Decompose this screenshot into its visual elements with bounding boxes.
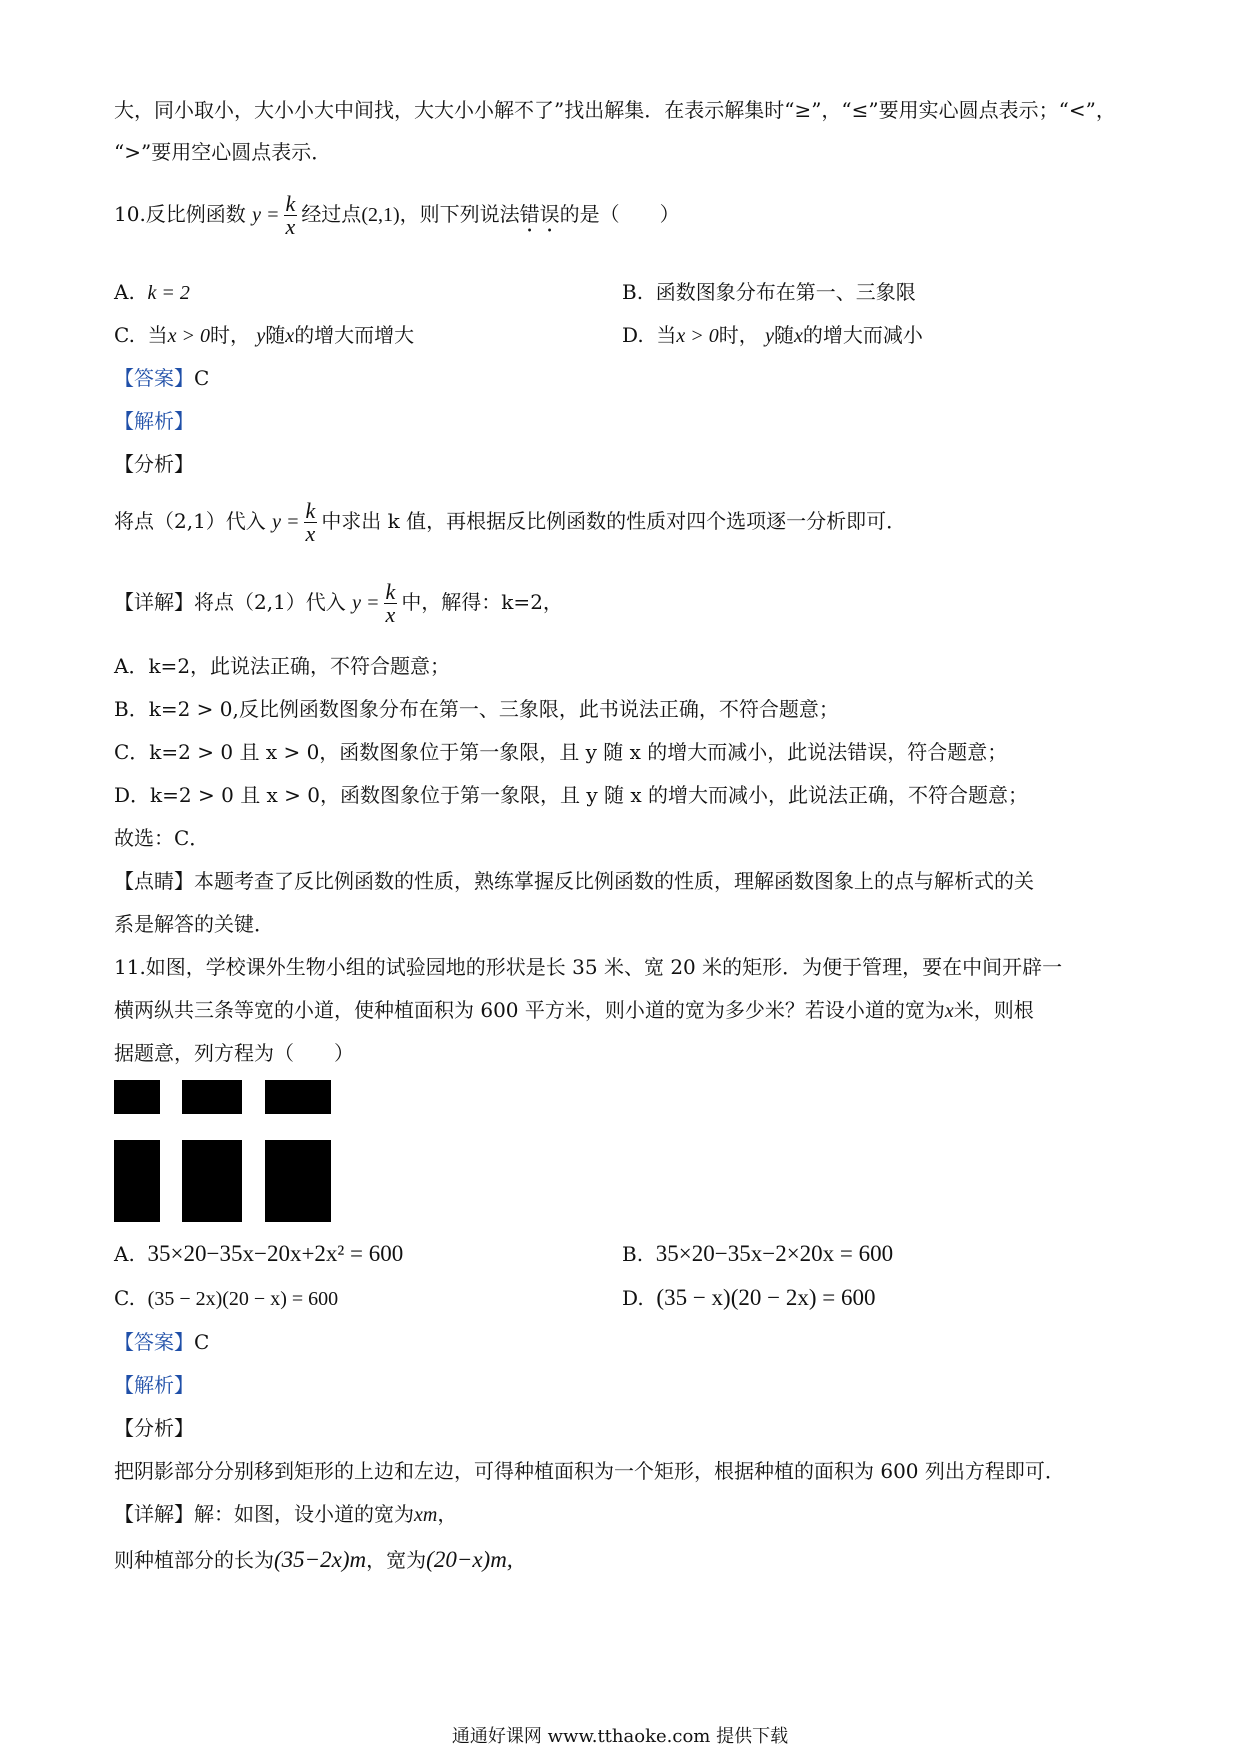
q11-option-b: B. 35×20−35x−2×20x = 600 [622,1241,894,1266]
q10-option-d: D. 当x > 0时， y随x的增大而减小 [622,323,923,347]
q10-option-b: B. 函数图象分布在第一、三象限 [622,280,916,304]
intro-line-1: 大，同小取小，大小小大中间找，大大小小解不了”找出解集．在表示解集时“≥”，“≤”要用实心圆点表示；“<”， [114,98,1116,122]
plot-bottom-right [265,1140,331,1222]
plot-bottom-left [114,1140,160,1222]
q10-option-c: C. 当x > 0时， y随x的增大而增大 [114,323,415,347]
q10-detail-d: D．k=2 > 0 且 x > 0，函数图象位于第一象限，且 y 随 x 的增大而减小，此说法正确，不符合题意； [114,783,1029,807]
q10-detail-c: C．k=2 > 0 且 x > 0，函数图象位于第一象限，且 y 随 x 的增大而减小，此说法错误，符合题意； [114,740,1008,764]
q11-option-c: C. (35 − 2x)(20 − x) = 600 [114,1286,339,1310]
q11-answer: 【答案】C [114,1330,210,1354]
page-footer: 通通好课网 www.tthaoke.com 提供下载 [451,1726,789,1747]
q10-detail-a: A．k=2，此说法正确，不符合题意； [114,654,451,678]
q10-fenxi: 将点（2,1）代入 y = $\frac{k}{x}$ 中求出 k 值，再根据反比例函数的性质对四个选项逐一分析即可． [114,498,907,546]
q10-jiexi-tag: 【解析】 [114,409,194,433]
q11-fenxi: 把阴影部分分别移到矩形的上边和左边，可得种植面积为一个矩形，根据种植的面积为 600 列出方程即可． [114,1459,1065,1483]
plot-top-left [114,1080,160,1114]
q11-jiexi-tag: 【解析】 [114,1373,194,1397]
intro-line-2: “>”要用空心圆点表示． [114,140,332,164]
q10-dianjing-1: 【点睛】本题考查了反比例函数的性质，熟练掌握反比例函数的性质，理解函数图象上的点与解析式的关 [114,869,1034,893]
q10-choice: 故选：C． [114,826,210,850]
q11-stem-2: 横两纵共三条等宽的小道，使种植面积为 600 平方米，则小道的宽为多少米？若设小道的宽为x米，则根 [114,998,1034,1022]
q10-detail-b: B．k=2 > 0,反比例函数图象分布在第一、三象限，此书说法正确，不符合题意； [114,697,839,721]
q10-stem: 10.反比例函数 y = $\frac{k}{x}$ 经过点(2,1)，则下列说法错误的是（ ） [114,191,680,239]
q10-xiangjie: 【详解】将点（2,1）代入 y = $\frac{k}{x}$ 中，解得：k=2， [114,579,563,627]
q11-result: 则种植部分的长为(35−2x)m，宽为(20−x)m, [114,1547,513,1572]
q11-xiangjie: 【详解】解：如图，设小道的宽为xm， [114,1502,458,1526]
q10-answer: 【答案】C [114,366,210,390]
q10-fraction: $\frac{k}{x}$ [285,191,296,239]
plot-bottom-middle [182,1140,242,1222]
q10-fenxi-tag: 【分析】 [114,452,194,476]
q10-dianjing-2: 系是解答的关键． [114,912,274,936]
q10-option-a: A. k = 2 [114,280,190,304]
q11-fenxi-tag: 【分析】 [114,1416,194,1440]
plot-top-right [265,1080,331,1114]
q11-option-d: D. (35 − x)(20 − 2x) = 600 [622,1285,876,1310]
q11-stem-3: 据题意，列方程为（ ） [114,1041,354,1065]
q10-xiangjie-fraction: $\frac{k}{x}$ [385,579,396,627]
q11-option-a: A. 35×20−35x−20x+2x² = 600 [114,1241,404,1266]
q10-fenxi-fraction: $\frac{k}{x}$ [305,498,316,546]
q11-stem-1: 11.如图，学校课外生物小组的试验园地的形状是长 35 米、宽 20 米的矩形．为便于管理，要在中间开辟一 [114,955,1063,979]
plot-top-middle [182,1080,242,1114]
